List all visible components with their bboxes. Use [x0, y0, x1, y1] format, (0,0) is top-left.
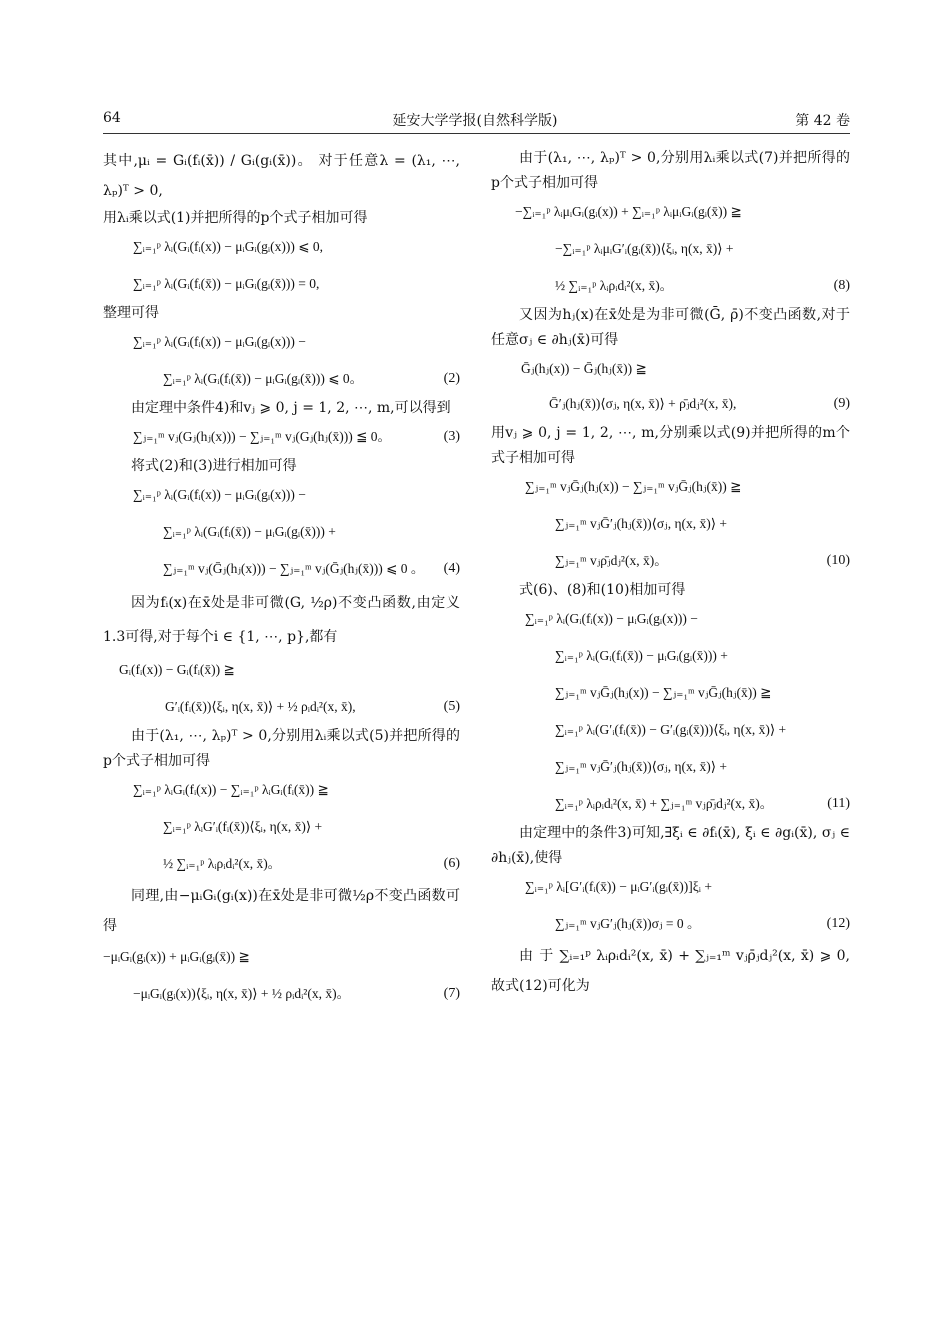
equation-line: ∑ⱼ₌₁ᵐ vⱼḠ′ⱼ(hⱼ(x̄))⟨σⱼ, η(x, x̄)⟩ +: [555, 759, 728, 774]
equation-line: G′ᵢ(fᵢ(x̄))⟨ξᵢ, η(x, x̄)⟩ + ½ ρᵢdᵢ²(x, x̄),: [165, 699, 356, 714]
paragraph: 同理,由−μᵢGᵢ(gᵢ(x))在x̄处是非可微½ρ不变凸函数可得: [103, 888, 460, 934]
paragraph: 用λᵢ乘以式(1)并把所得的p个式子相加可得: [103, 210, 368, 226]
equation-number: (12): [826, 916, 850, 931]
equation-line: −∑ᵢ₌₁ᵖ λᵢμᵢGᵢ(gᵢ(x)) + ∑ᵢ₌₁ᵖ λᵢμᵢGᵢ(gᵢ(x̄)) ≧: [515, 204, 742, 219]
equation-line: ∑ⱼ₌₁ᵐ vⱼ(Ḡⱼ(hⱼ(x))) − ∑ⱼ₌₁ᵐ vⱼ(Ḡⱼ(hⱼ(x̄))) ⩽ 0 。: [163, 561, 425, 576]
paragraph: 式(6)、(8)和(10)相加可得: [519, 582, 686, 598]
equation-number: (6): [443, 856, 460, 871]
equation-line: ∑ᵢ₌₁ᵖ λᵢρᵢdᵢ²(x, x̄) + ∑ⱼ₌₁ᵐ vⱼρ̄ⱼdⱼ²(x, x̄)。: [555, 796, 774, 811]
equation-line: ∑ᵢ₌₁ᵖ λᵢ(G′ᵢ(fᵢ(x̄)) − G′ᵢ(gᵢ(x̄)))⟨ξᵢ, η(x, x̄)⟩ +: [555, 722, 787, 737]
paragraph: 将式(2)和(3)进行相加可得: [131, 458, 297, 474]
equation-number: (9): [833, 396, 850, 411]
equation-line: ∑ⱼ₌₁ᵐ vⱼḠⱼ(hⱼ(x)) − ∑ⱼ₌₁ᵐ vⱼḠⱼ(hⱼ(x̄)) ≧: [525, 479, 742, 494]
equation-3: [103, 427, 460, 446]
paragraph: 用vⱼ ⩾ 0, j = 1, 2, ⋯, m,分别乘以式(9)并把所得的m个式子相加可得: [491, 425, 850, 466]
paragraph: 由定理中条件4)和vⱼ ⩾ 0, j = 1, 2, ⋯, m,可以得到: [131, 400, 451, 416]
equation-number: (10): [826, 553, 850, 568]
equation-number: (7): [443, 986, 460, 1001]
equation-line: −μᵢGᵢ(gᵢ(x)) + μᵢGᵢ(gᵢ(x̄)) ≧: [103, 949, 250, 964]
equation-9: [491, 359, 850, 413]
equation-5: [103, 660, 460, 716]
equation-number: (5): [443, 699, 460, 714]
paragraph: 由于(λ₁, ⋯, λₚ)ᵀ > 0,分别用λᵢ乘以式(7)并把所得的p个式子相加可得: [491, 150, 850, 191]
equation-number: (8): [833, 278, 850, 293]
equation-line: ∑ᵢ₌₁ᵖ λᵢ(Gᵢ(fᵢ(x)) − μᵢGᵢ(gᵢ(x))) −: [133, 487, 306, 502]
equation-4: [103, 485, 460, 578]
equation-number: (3): [443, 429, 460, 444]
equation-number: (2): [443, 371, 460, 386]
equation-line: −∑ᵢ₌₁ᵖ λᵢμᵢG′ᵢ(gᵢ(x̄))⟨ξᵢ, η(x, x̄)⟩ +: [555, 241, 734, 256]
equation-line: ∑ⱼ₌₁ᵐ vⱼG′ⱼ(hⱼ(x̄))σⱼ = 0 。: [555, 916, 701, 931]
equation-6: [103, 780, 460, 873]
equation-line: ∑ᵢ₌₁ᵖ λᵢ(Gᵢ(fᵢ(x)) − μᵢGᵢ(gᵢ(x))) ⩽ 0,: [133, 239, 324, 254]
equation-line: ∑ᵢ₌₁ᵖ λᵢ(Gᵢ(fᵢ(x)) − μᵢGᵢ(gᵢ(x))) −: [525, 611, 698, 626]
equation-line: Ḡⱼ(hⱼ(x)) − Ḡⱼ(hⱼ(x̄)) ≧: [521, 361, 647, 376]
equation-line: ∑ⱼ₌₁ᵐ vⱼρ̄ⱼdⱼ²(x, x̄)。: [555, 553, 668, 568]
journal-title: 延安大学学报(自然科学版): [392, 113, 558, 129]
page-number: 64: [103, 110, 121, 126]
equation-line: ∑ⱼ₌₁ᵐ vⱼḠ′ⱼ(hⱼ(x̄))⟨σⱼ, η(x, x̄)⟩ +: [555, 516, 728, 531]
equation-line: ∑ᵢ₌₁ᵖ λᵢ(Gᵢ(fᵢ(x̄)) − μᵢGᵢ(gᵢ(x̄))) +: [163, 524, 336, 539]
equation-line: ∑ᵢ₌₁ᵖ λᵢ(Gᵢ(fᵢ(x̄)) − μᵢGᵢ(gᵢ(x̄))) ⩽ 0。: [163, 371, 364, 386]
right-column: [491, 146, 850, 1001]
header-rule: [103, 133, 850, 134]
paragraph: 由定理中的条件3)可知,∃ξᵢ ∈ ∂fᵢ(x̄), ξᵢ ∈ ∂gᵢ(x̄), σⱼ ∈ ∂hⱼ(x̄),使得: [491, 825, 850, 866]
equation-line: ∑ᵢ₌₁ᵖ λᵢG′ᵢ(fᵢ(x̄))⟨ξᵢ, η(x, x̄)⟩ +: [163, 819, 323, 834]
equation-line: ∑ⱼ₌₁ᵐ vⱼḠⱼ(hⱼ(x)) − ∑ⱼ₌₁ᵐ vⱼḠⱼ(hⱼ(x̄)) ≧: [555, 685, 772, 700]
equation-line: ∑ᵢ₌₁ᵖ λᵢGᵢ(fᵢ(x)) − ∑ᵢ₌₁ᵖ λᵢGᵢ(fᵢ(x̄)) ≧: [133, 782, 329, 797]
paragraph: 因为fᵢ(x)在x̄处是非可微(G, ½ρ)不变凸函数,由定义1.3可得,对于每个i ∈ {1, ⋯, p},都有: [103, 595, 460, 645]
paragraph: 由 于 ∑ᵢ₌₁ᵖ λᵢρᵢdᵢ²(x, x̄) + ∑ⱼ₌₁ᵐ vⱼρ̄ⱼdⱼ²(x, x̄) ⩾ 0, 故式(12)可化为: [491, 948, 850, 994]
equation: [103, 237, 460, 293]
equation-12: [491, 877, 850, 933]
equation-8: [491, 202, 850, 295]
equation-line: −μᵢGᵢ(gᵢ(x))⟨ξᵢ, η(x, x̄)⟩ + ½ ρᵢdᵢ²(x, x̄)。: [133, 986, 351, 1001]
volume-label: 第 42 卷: [795, 113, 850, 129]
equation-2: [103, 332, 460, 388]
paragraph: 其中,μᵢ = Gᵢ(fᵢ(x̄)) / Gᵢ(gᵢ(x̄))。 对于任意λ = (λ₁, ⋯, λₚ)ᵀ > 0,: [103, 153, 460, 199]
equation-line: ∑ⱼ₌₁ᵐ vⱼ(Gⱼ(hⱼ(x))) − ∑ⱼ₌₁ᵐ vⱼ(Gⱼ(hⱼ(x̄))) ≦ 0。: [133, 429, 392, 444]
equation-line: ½ ∑ᵢ₌₁ᵖ λᵢρᵢdᵢ²(x, x̄)。: [555, 278, 674, 293]
equation-line: ½ ∑ᵢ₌₁ᵖ λᵢρᵢdᵢ²(x, x̄)。: [163, 856, 282, 871]
equation-line: ∑ᵢ₌₁ᵖ λᵢ(Gᵢ(fᵢ(x)) − μᵢGᵢ(gᵢ(x))) −: [133, 334, 306, 349]
equation-7: [103, 947, 460, 1003]
equation-number: (11): [827, 796, 850, 811]
equation-line: Ḡ′ⱼ(hⱼ(x̄))⟨σⱼ, η(x, x̄)⟩ + ρ̄ⱼdⱼ²(x, x̄),: [549, 396, 737, 411]
left-column: [103, 146, 460, 1011]
equation-number: (4): [443, 561, 460, 576]
equation-line: ∑ᵢ₌₁ᵖ λᵢ[G′ᵢ(fᵢ(x̄)) − μᵢG′ᵢ(gᵢ(x̄))]ξᵢ +: [525, 879, 712, 894]
equation-line: ∑ᵢ₌₁ᵖ λᵢ(Gᵢ(fᵢ(x̄)) − μᵢGᵢ(gᵢ(x̄))) = 0,: [133, 276, 320, 291]
paragraph: 又因为hⱼ(x)在x̄处是为非可微(Ḡ, ρ̄)不变凸函数,对于任意σⱼ ∈ ∂hⱼ(x̄)可得: [491, 307, 850, 348]
equation-line: ∑ᵢ₌₁ᵖ λᵢ(Gᵢ(fᵢ(x̄)) − μᵢGᵢ(gᵢ(x̄))) +: [555, 648, 728, 663]
paragraph: 整理可得: [103, 305, 159, 321]
equation-line: Gᵢ(fᵢ(x)) − Gᵢ(fᵢ(x̄)) ≧: [119, 662, 235, 677]
equation-10: [491, 477, 850, 570]
equation-11: [491, 609, 850, 813]
paragraph: 由于(λ₁, ⋯, λₚ)ᵀ > 0,分别用λᵢ乘以式(5)并把所得的p个式子相加可得: [103, 728, 460, 769]
